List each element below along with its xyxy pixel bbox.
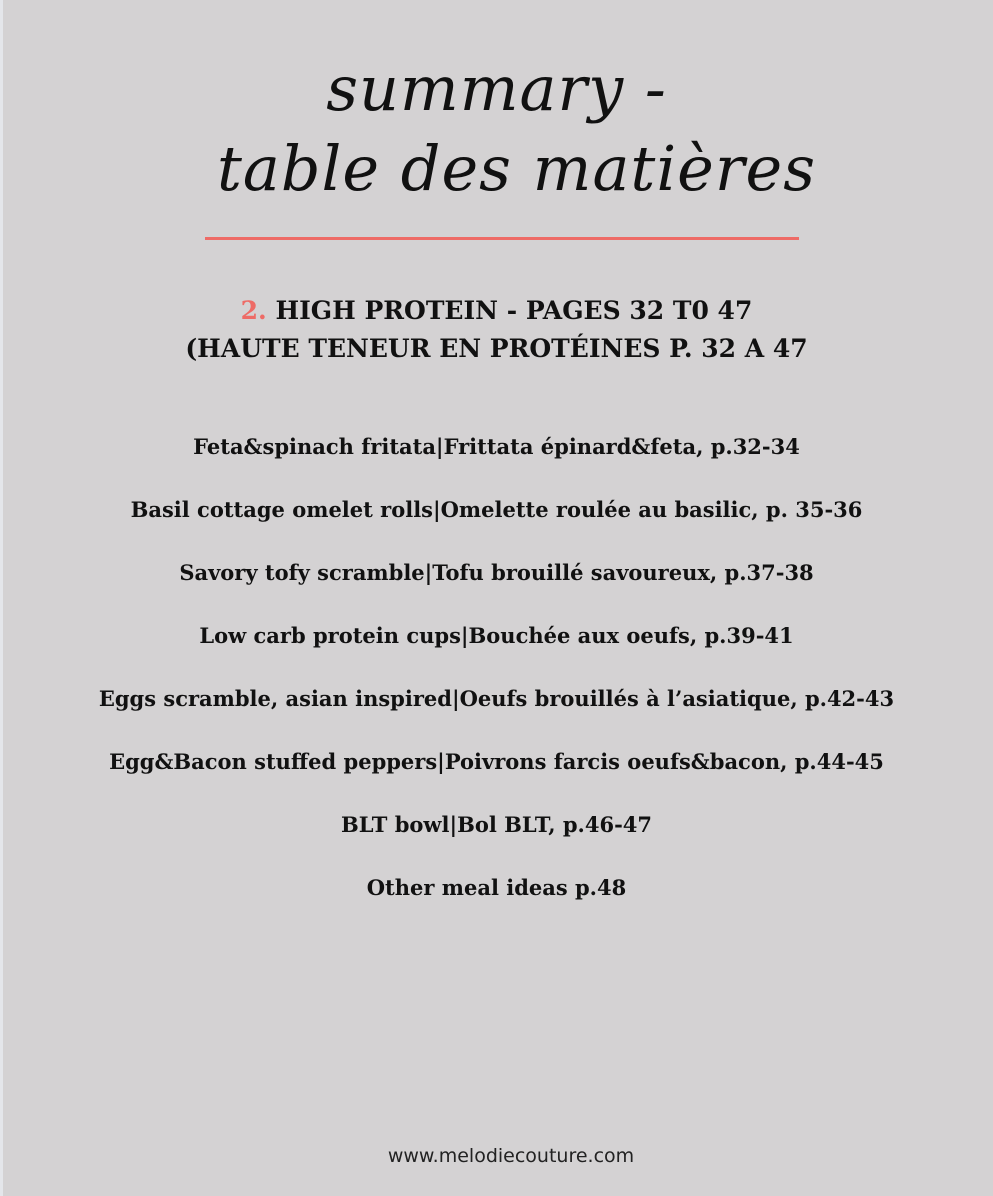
list-item: Eggs scramble, asian inspired|Oeufs brouillés à l’asiatique, p.42-43 [98, 686, 895, 711]
divider [205, 237, 799, 240]
list-item: Low carb protein cups|Bouchée aux oeufs, p.39-41 [199, 623, 794, 648]
title-line-1: summary - [326, 52, 667, 125]
contents-list [0, 430, 993, 934]
title-line-2: table des matières [216, 132, 817, 205]
list-item: Basil cottage omelet rolls|Omelette roulée au basilic, p. 35-36 [130, 497, 863, 522]
section-heading-en: HIGH PROTEIN - PAGES 32 T0 47 [275, 296, 753, 325]
section-heading [0, 296, 993, 325]
list-item: Savory tofy scramble|Tofu brouillé savoureux, p.37-38 [179, 560, 814, 585]
footer-website: www.melodiecouture.com [387, 1145, 635, 1167]
section-number: 2. [240, 296, 267, 325]
list-item: Feta&spinach fritata|Frittata épinard&feta, p.32-34 [193, 434, 800, 459]
section-heading-fr: (HAUTE TENEUR EN PROTÉINES P. 32 A 47 [185, 334, 808, 363]
list-item: Egg&Bacon stuffed peppers|Poivrons farcis oeufs&bacon, p.44-45 [109, 749, 884, 774]
list-item: BLT bowl|Bol BLT, p.46-47 [340, 812, 653, 837]
list-item: Other meal ideas p.48 [366, 875, 627, 900]
